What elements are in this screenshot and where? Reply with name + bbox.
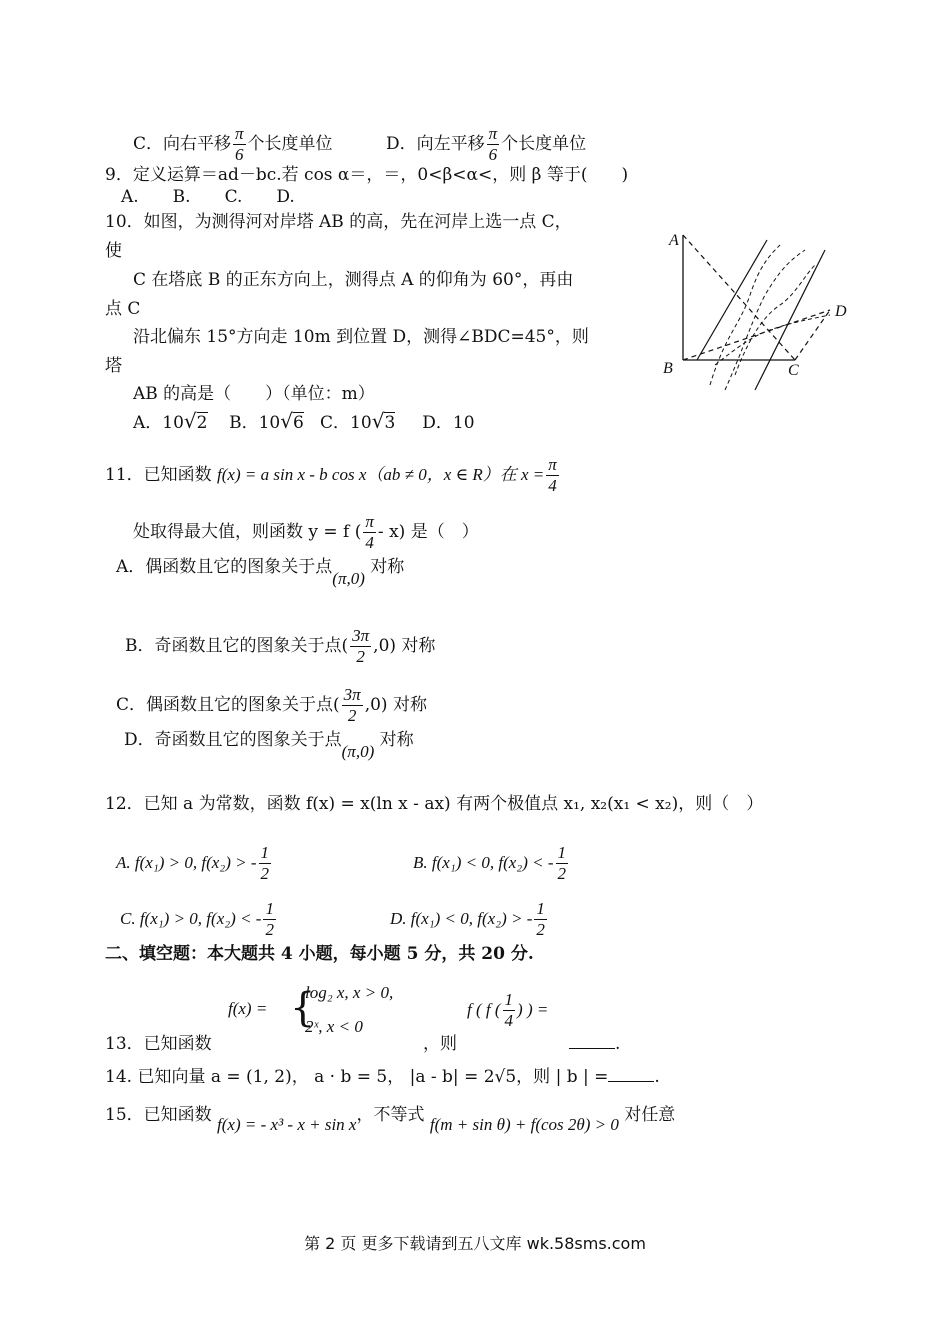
q10-figure (655, 215, 865, 395)
q12-option-a: A. f(x₁) > 0, f(x₂) > - $\frac{1}{2}$ (116, 843, 269, 883)
q10-line5: 沿北偏东 15°方向走 10m 到位置 D，测得∠BDC=45°，则 (133, 327, 589, 347)
q11-option-b: B．奇函数且它的图象关于点( $\frac{3\pi}{2}$ ,0) 对称 (125, 626, 436, 666)
q13-func-lhs: f(x) = (228, 999, 268, 1018)
q10-line3: C 在塔底 B 的正东方向上，测得点 A 的仰角为 60°，再由 (133, 270, 574, 290)
q11-option-d: D．奇函数且它的图象关于点(π,0) 对称 (124, 730, 414, 761)
q15-stem: 15．已知函数 f(x) = - x³ - x + sin x，不等式 f(m + sin θ) + f(cos 2θ) > 0 对任意 (105, 1105, 676, 1134)
q8-option-c: C．向右平移 $\frac{\pi}{6}$ 个长度单位 (133, 124, 333, 164)
q10-line7: AB 的高是（ ）（单位：m） (133, 384, 375, 404)
q13-case2: 2ˣ, x < 0 (305, 1017, 363, 1036)
q13-label: 13．已知函数 (105, 1034, 212, 1054)
q10-line1: 10．如图，为测得河对岸塔 AB 的高，先在河岸上选一点 C， (105, 212, 572, 232)
q10-line2: 使 (105, 241, 122, 261)
section-2-title: 二、填空题：本大题共 4 小题，每小题 5 分，共 20 分. (105, 944, 534, 964)
q13-brace: { (290, 985, 316, 1031)
q10-line6: 塔 (105, 356, 122, 376)
q13-answer-blank: . (569, 1033, 620, 1055)
fig-label-b: B (663, 360, 673, 377)
q8-option-d: D．向左平移 $\frac{\pi}{6}$ 个长度单位 (386, 124, 587, 164)
q9-stem: 9．定义运算＝ad－bc.若 cos α＝，＝，0<β<α<，则 β 等于( ) (105, 165, 629, 185)
q12-stem: 12．已知 a 为常数，函数 f(x) = x(ln x - ax) 有两个极值点 x₁, x₂(x₁ < x₂)，则（ ） (105, 794, 764, 814)
q13-query: f ( f ( $\frac{1}{4}$ ) ) = (467, 990, 549, 1030)
q12-option-c: C. f(x₁) > 0, f(x₂) < - $\frac{1}{2}$ (120, 899, 274, 939)
fig-label-c: C (788, 362, 799, 379)
q11-option-c: C．偶函数且它的图象关于点( $\frac{3\pi}{2}$ ,0) 对称 (116, 685, 427, 725)
q9-options: A. B. C. D. (121, 187, 295, 207)
q11-line2: 处取得最大值，则函数 y = f ( $\frac{\pi}{4}$ - x) 是（ ） (133, 512, 479, 552)
q12-option-b: B. f(x₁) < 0, f(x₂) < - $\frac{1}{2}$ (413, 843, 566, 883)
q12-option-d: D. f(x₁) < 0, f(x₂) > - $\frac{1}{2}$ (390, 899, 545, 939)
fig-label-d: D (835, 303, 847, 320)
q11-stem: 11．已知函数 f(x) = a sin x - b cos x（ab ≠ 0，x ∈ R）在 x = $\frac{\pi}{4}$ (105, 455, 557, 495)
fig-label-a: A (669, 232, 679, 249)
q11-option-a: A．偶函数且它的图象关于点(π,0) 对称 (116, 557, 405, 588)
q10-options: A．10√2 B．10√6 C．10√3 D．10 (133, 409, 475, 433)
page-footer: 第 2 页 更多下载请到五八文库 wk.58sms.com (304, 1234, 646, 1253)
q13-case1: log₂ x, x > 0, (305, 983, 394, 1002)
q13-then: ，则 (423, 1034, 457, 1054)
q14-stem: 14. 已知向量 a = (1, 2)， a · b = 5， |a - b| = 2√5，则 | b | = . (105, 1067, 660, 1087)
q10-line4: 点 C (105, 299, 141, 319)
